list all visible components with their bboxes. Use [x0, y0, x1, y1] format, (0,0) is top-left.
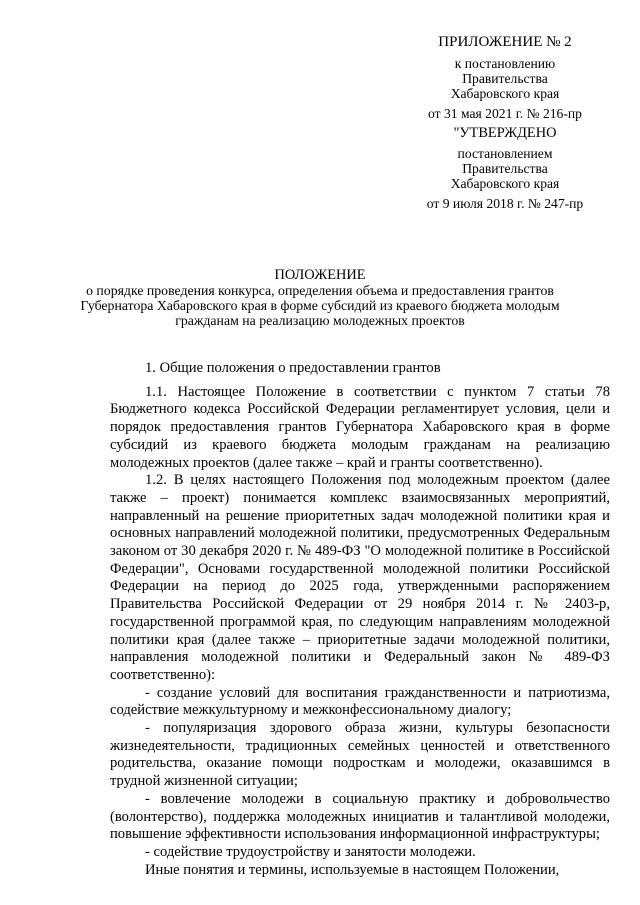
bullet-item: - популяризация здорового образа жизни, культуры безопасности жизнедеятельности, традиционных семейных ценностей и ответственного родительства, оказание помощи подросткам и молодежи, оказавшимся в трудной жизненной ситуации; [110, 720, 610, 790]
appendix-government: Правительства [462, 71, 548, 86]
section-heading: 1. Общие положения о предоставлении грантов [145, 360, 441, 376]
paragraph-continued: Иные понятия и термины, используемые в настоящем Положении, [145, 861, 560, 878]
approved-region: Хабаровского края [450, 176, 560, 191]
bullet-item: - вовлечение молодежи в социальную практику и добровольчество (волонтерство), поддержка молодежных инициатив и талантливой молодежи, повышение эффективности использования информационной инфраструктуры; [110, 790, 610, 843]
appendix-region: Хабаровского края [450, 86, 560, 101]
appendix-to-resolution: к постановлению [454, 56, 556, 71]
approved-label: "УТВЕРЖДЕНО [453, 125, 557, 141]
document-body [110, 360, 610, 879]
bullet-item: - создание условий для воспитания гражданственности и патриотизма, содействие межкультурному и межконфессиональному диалогу; [110, 684, 610, 719]
approved-government: Правительства [462, 161, 548, 176]
document-title: ПОЛОЖЕНИЕ [274, 267, 366, 283]
appendix-date: от 31 мая 2021 г. № 216-пр [428, 106, 582, 121]
document-subtitle: о порядке проведения конкурса, определения объема и предоставления грантов Губернатора Хабаровского края в форме субсидий из краевого бюджета молодым гражданам на реализацию молодежных проектов [80, 283, 560, 328]
bullet-item: - содействие трудоустройству и занятости молодежи. [145, 843, 476, 860]
approval-block [400, 34, 610, 211]
approved-date: от 9 июля 2018 г. № 247-пр [426, 196, 584, 211]
paragraph-1-2: 1.2. В целях настоящего Положения под молодежным проектом (далее также – проект) понимается комплекс взаимосвязанных мероприятий, направленный на решение приоритетных задач молодежной политики края и основных направлений молодежной политики, предусмотренных Федеральным законом от 30 декабря 2020 г. № 489-ФЗ "О молодежной политике в Российской Федерации", Основами государственной молодежной политики Российской Федерации на период до 2025 года, утвержденными распоряжением Правительства Российской Федерации от 29 ноября 2014 г. № 2403-р, государственной программой края, по следующим направлениям молодежной политики края (далее также – приоритетные задачи молодежной политики, направления молодежной политики и Федеральный закон № 489-ФЗ соответственно): [110, 472, 610, 683]
approved-by-resolution: постановлением [457, 146, 553, 161]
appendix-title: ПРИЛОЖЕНИЕ № 2 [438, 34, 572, 50]
paragraph-1-1: 1.1. Настоящее Положение в соответствии с пунктом 7 статьи 78 Бюджетного кодекса Российской Федерации регламентирует условия, цели и порядок предоставления грантов Губернатора Хабаровского края в форме субсидий из краевого бюджета молодым гражданам на реализацию молодежных проектов (далее также – край и гранты соответственно). [110, 383, 610, 471]
